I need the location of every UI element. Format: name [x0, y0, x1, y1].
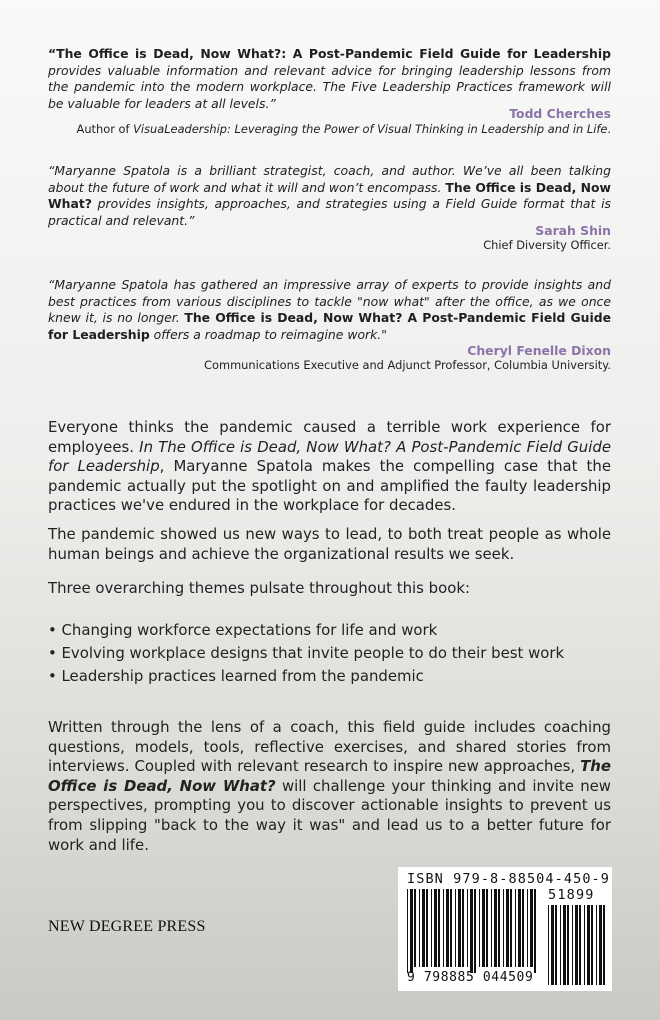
endorsement-quote-3: “Maryanne Spatola has gathered an impressive array of experts to provide insights and best practices from various disciplines to tackle "now what" after the office, as we once knew it, is no longer. The Office is Dead, Now What? A Post-Pandemic Field Guide for Leadership offers a roadmap to reimagine work."	[48, 277, 611, 342]
barcode-bar	[486, 889, 488, 967]
barcode-bar	[534, 889, 536, 973]
barcode-bar	[522, 889, 524, 967]
barcode-bar	[426, 889, 428, 967]
barcode-bar	[462, 889, 464, 967]
barcode-bar	[455, 889, 456, 967]
barcode-bar	[563, 905, 566, 985]
barcode-bar	[506, 889, 509, 967]
barcode-bar	[438, 889, 440, 967]
endorsement-quote-3-title: The Office is Dead, Now What? A Post-Pandemic Field Guide for Leadership	[48, 310, 611, 342]
barcode-bar	[467, 889, 468, 967]
description-paragraph-2: The pandemic showed us new ways to lead, to both treat people as whole human beings and achieve the organizational results we seek.	[48, 525, 611, 563]
barcode-bar	[599, 905, 602, 985]
endorsement-quote-2: “Maryanne Spatola is a brilliant strategist, coach, and author. We’ve all been talking about the future of work and what it will and won’t encompass. The Office is Dead, Now What? provides insights, approaches, and strategies using a Field Guide format that is practical and relevant.”	[48, 163, 611, 228]
barcode-bar	[575, 905, 578, 985]
barcode-bar	[548, 905, 549, 985]
barcode-bar	[596, 905, 597, 985]
barcode-bar	[434, 889, 437, 967]
barcode-bar	[551, 905, 554, 985]
barcode-bar	[474, 889, 476, 973]
barcode-bar	[498, 889, 500, 967]
endorser-title-3: Communications Executive and Adjunct Professor, Columbia University.	[204, 358, 611, 372]
barcode-bar	[419, 889, 420, 967]
description-paragraph-3: Three overarching themes pulsate throughout this book:	[48, 579, 470, 597]
theme-bullet-2: • Evolving workplace designs that invite people to do their best work	[48, 644, 565, 662]
barcode-bar	[518, 889, 521, 967]
isbn-label: ISBN 979-8-88504-450-9	[407, 871, 611, 887]
theme-bullet-1: • Changing workforce expectations for life and work	[48, 621, 438, 639]
endorser-title-1: Author of VisuaLeadership: Leveraging the Power of Visual Thinking in Leadership and in Life.	[76, 122, 611, 136]
endorsement-quote-1-title: “The Office is Dead, Now What?: A Post-Pandemic Field Guide for Leadership	[48, 46, 611, 61]
barcode-bar	[591, 905, 593, 985]
barcode-bar	[584, 905, 585, 985]
barcode-bar	[470, 889, 473, 973]
endorser-name-2: Sarah Shin	[535, 223, 611, 238]
endorsement-quote-2-title: The Office is Dead, Now What?	[48, 179, 611, 212]
barcode-bar	[407, 889, 408, 973]
theme-bullet-3: • Leadership practices learned from the pandemic	[48, 667, 424, 685]
book-title-emphasis-2: The Office is Dead, Now What?	[48, 757, 611, 795]
barcode-bar	[527, 889, 528, 967]
book-title-emphasis: In The Office is Dead, Now What? A Post-Pandemic Field Guide for Leadership	[48, 437, 611, 476]
description-paragraph-4: Written through the lens of a coach, this field guide includes coaching questions, models, tools, reflective exercises, and shared stories from interviews. Coupled with relevant research to inspire new approaches, The Office is Dead, Now What? will challenge your thinking and invite new perspectives, prompting you to discover actionable insights to prevent us from slipping "back to the way it was" and lead us to a better future for work and life.	[48, 718, 611, 854]
barcode-bar	[555, 905, 557, 985]
barcode-bar	[422, 889, 425, 967]
publisher-name: NEW DEGREE PRESS	[48, 918, 206, 935]
barcode-bar	[503, 889, 504, 967]
barcode-bar	[431, 889, 432, 967]
endorser-name-1: Todd Cherches	[509, 106, 611, 121]
barcode-bar	[443, 889, 444, 967]
barcode-bar	[414, 889, 416, 967]
barcode-bar	[482, 889, 485, 967]
endorsement-quote-1	[48, 46, 611, 112]
description-paragraph-1: Everyone thinks the pandemic caused a terrible work experience for employees. In The Office is Dead, Now What? A Post-Pandemic Field Guide for Leadership, Maryanne Spatola makes the compelling case that the pandemic actually put the spotlight on and amplified the faulty leadership practices we've endured in the workplace for decades.	[48, 418, 611, 515]
barcode-bar	[479, 889, 480, 967]
barcode-bar	[567, 905, 569, 985]
barcode-bar	[410, 889, 413, 973]
barcode-bar	[515, 889, 516, 967]
barcode-digits: 9 798885 044509	[407, 970, 534, 985]
barcode-bar	[446, 889, 449, 967]
isbn-barcode	[398, 867, 612, 991]
barcode-bar	[450, 889, 452, 967]
endorser-title-2: Chief Diversity Officer.	[483, 238, 611, 252]
barcode-bar	[530, 889, 533, 967]
barcode-bar	[603, 905, 605, 985]
endorsement-quote-1-text: provides valuable information and relevant advice for bringing leadership lessons from the pandemic into the modern workplace. The Five Leadership Practices framework will be valuable for leaders at all levels.”	[48, 62, 611, 111]
barcode-bar	[560, 905, 561, 985]
isbn-addon-digits: 51899	[548, 887, 595, 903]
barcode-bar	[572, 905, 573, 985]
barcode-bar	[494, 889, 497, 967]
barcode-bar	[510, 889, 512, 967]
endorser-name-3: Cheryl Fenelle Dixon	[467, 343, 611, 358]
barcode-bar	[491, 889, 492, 967]
barcode-bar	[458, 889, 461, 967]
barcode-bar	[587, 905, 590, 985]
barcode-bar	[579, 905, 581, 985]
